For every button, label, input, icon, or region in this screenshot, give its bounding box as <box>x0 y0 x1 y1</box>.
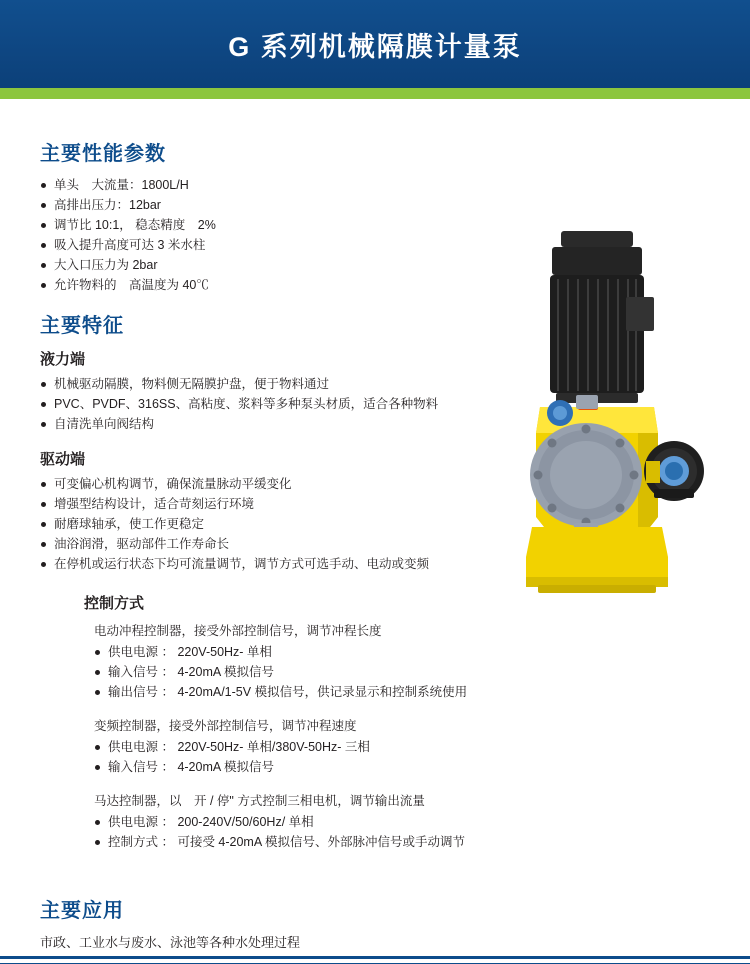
control-list <box>84 738 510 777</box>
list-item: 增强型结构设计，适合苛刻运行环境 <box>40 495 510 514</box>
product-photo <box>478 227 738 627</box>
control-list <box>84 643 510 702</box>
list-item: 输入信号 ： 4-20mA 模拟信号 <box>84 758 510 777</box>
list-item: 输入信号 ： 4-20mA 模拟信号 <box>84 663 510 682</box>
section-title-application: 主要应用 <box>40 900 124 922</box>
section-title-features: 主要特征 <box>40 315 124 337</box>
footer-divider-thick <box>0 956 750 959</box>
control-lead: 变频控制器，接受外部控制信号，调节冲程速度 <box>94 719 357 733</box>
control-lead: 马达控制器，以 开 / 停" 方式控制三相电机，调节输出流量 <box>94 794 425 808</box>
list-item: 控制方式 ： 可接受 4-20mA 模拟信号、外部脉冲信号或手动调节 <box>84 833 510 852</box>
list-item: 允许物料的 高温度为 40℃ <box>40 276 510 295</box>
control-block-vfd <box>84 716 510 777</box>
list-item: 在停机或运行状态下均可流量调节，调节方式可选手动、电动或变频 <box>40 555 510 574</box>
section-title-performance: 主要性能参数 <box>40 143 166 165</box>
spec-column <box>40 137 510 866</box>
control-block-stroke <box>84 621 510 702</box>
list-item: 自清洗单向阀结构 <box>40 415 510 434</box>
section-performance <box>40 137 510 295</box>
drive-end-list <box>40 475 510 574</box>
control-lead: 电动冲程控制器，接受外部控制信号，调节冲程长度 <box>94 624 382 638</box>
list-item: 供电电源 ： 200-240V/50/60Hz/ 单相 <box>84 813 510 832</box>
control-list <box>84 813 510 852</box>
page-title: G 系列机械隔膜计量泵 <box>228 31 522 62</box>
list-item: 大入口压力为 2bar <box>40 256 510 275</box>
subsection-title-liquid-end: 液力端 <box>40 351 86 368</box>
list-item: 供电电源 ： 220V-50Hz- 单相/380V-50Hz- 三相 <box>84 738 510 757</box>
list-item: 油浴润滑，驱动部件工作寿命长 <box>40 535 510 554</box>
application-text: 市政、工业水与废水、泳池等各种水处理过程 <box>40 935 301 950</box>
list-item: 调节比 10:1， 稳态精度 2% <box>40 216 510 235</box>
section-title-control: 控制方式 <box>84 595 145 612</box>
list-item: 吸入提升高度可达 3 米水柱 <box>40 236 510 255</box>
control-block-motor <box>84 791 510 852</box>
subsection-title-drive-end: 驱动端 <box>40 451 86 468</box>
section-features <box>40 309 510 574</box>
liquid-end-list <box>40 375 510 434</box>
list-item: 可变偏心机构调节，确保流量脉动平缓变化 <box>40 475 510 494</box>
section-control <box>40 592 510 852</box>
list-item: PVC、PVDF、316SS、高粘度、浆料等多种泵头材质，适合各种物料 <box>40 395 510 414</box>
page-header <box>0 0 750 88</box>
performance-list <box>40 176 510 295</box>
list-item: 机械驱动隔膜，物料侧无隔膜护盘，便于物料通过 <box>40 375 510 394</box>
list-item: 输出信号 ： 4-20mA/1-5V 模拟信号，供记录显示和控制系统使用 <box>84 683 510 702</box>
list-item: 高排出压力：12bar <box>40 196 510 215</box>
list-item: 供电电源 ： 220V-50Hz- 单相 <box>84 643 510 662</box>
list-item: 单头 大流量：1800L/H <box>40 176 510 195</box>
accent-divider <box>0 88 750 99</box>
section-application <box>40 894 710 953</box>
list-item: 耐磨球轴承，使工作更稳定 <box>40 515 510 534</box>
